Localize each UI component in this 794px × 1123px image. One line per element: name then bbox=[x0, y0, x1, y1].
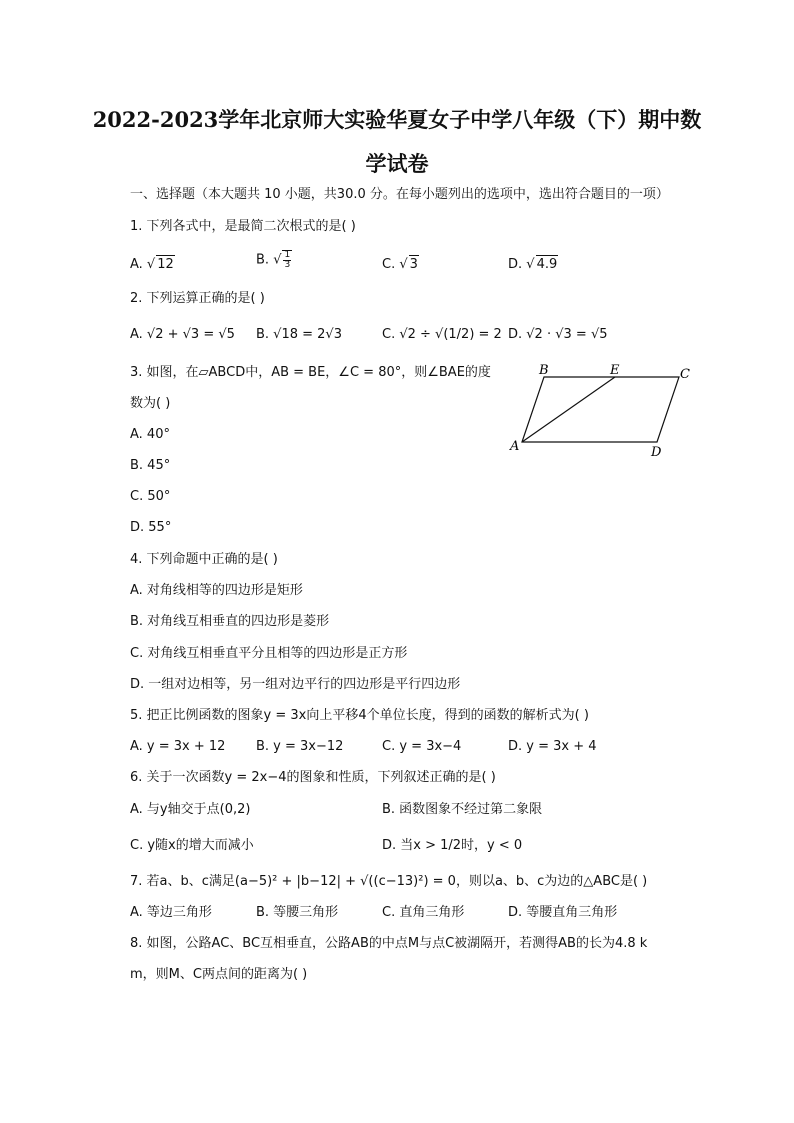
q3-option-a: A. 40° bbox=[130, 427, 170, 442]
q6-option-a: A. 与y轴交于点(0,2) bbox=[130, 802, 251, 817]
q1-option-d: D. √ 4.9 bbox=[508, 257, 558, 272]
q3-stem-line1: 3. 如图，在▱ABCD中，AB = BE，∠C = 80°，则∠BAE的度 bbox=[130, 365, 491, 380]
q1-c-label: C. bbox=[382, 257, 396, 272]
q4-stem: 4. 下列命题中正确的是( ) bbox=[130, 552, 278, 567]
q2-stem: 2. 下列运算正确的是( ) bbox=[130, 291, 265, 306]
q7-option-c: C. 直角三角形 bbox=[382, 905, 465, 920]
q2-option-b: B. √18 = 2√3 bbox=[256, 327, 342, 342]
q7-option-d: D. 等腰直角三角形 bbox=[508, 905, 618, 920]
q1-b-fraction bbox=[282, 250, 292, 270]
q6-option-b: B. 函数图象不经过第二象限 bbox=[382, 802, 543, 817]
q5-option-c: C. y = 3x−4 bbox=[382, 739, 462, 754]
q2-option-a: A. √2 + √3 = √5 bbox=[130, 327, 235, 342]
q5-option-d: D. y = 3x + 4 bbox=[508, 739, 597, 754]
q2-option-d: D. √2 · √3 = √5 bbox=[508, 327, 608, 342]
q3-option-b: B. 45° bbox=[130, 458, 171, 473]
q1-c-radicand: 3 bbox=[409, 257, 418, 272]
q1-option-b: B. √ $\frac{1}{3}$ bbox=[256, 250, 291, 270]
q1-option-a: A. √ 12 bbox=[130, 257, 174, 272]
q3-option-d: D. 55° bbox=[130, 520, 172, 535]
label-b: B bbox=[539, 363, 549, 378]
section-header: 一、选择题（本大题共 10 小题，共30.0 分。在每小题列出的选项中，选出符合题目的一项） bbox=[130, 187, 669, 202]
q6-option-c: C. y随x的增大而减小 bbox=[130, 838, 254, 853]
parallelogram-figure bbox=[505, 360, 705, 460]
q1-b-numerator: 1 bbox=[284, 250, 291, 260]
q3-option-c: C. 50° bbox=[130, 489, 171, 504]
q4-option-c: C. 对角线互相垂直平分且相等的四边形是正方形 bbox=[130, 646, 408, 661]
q1-d-radicand: 4.9 bbox=[536, 257, 558, 272]
paper-title-line1: 2022-2023学年北京师大实验华夏女子中学八年级（下）期中数 bbox=[92, 107, 702, 132]
label-c: C bbox=[680, 367, 690, 382]
q1-stem: 1. 下列各式中，是最简二次根式的是( ) bbox=[130, 219, 356, 234]
q1-a-label: A. bbox=[130, 257, 143, 272]
q2-option-c: C. √2 ÷ √(1/2) = 2 bbox=[382, 327, 502, 342]
q8-stem-line1: 8. 如图，公路AC、BC互相垂直，公路AB的中点M与点C被湖隔开，若测得AB的长为4.8 k bbox=[130, 936, 648, 951]
segment-ae bbox=[522, 377, 615, 442]
q4-option-a: A. 对角线相等的四边形是矩形 bbox=[130, 583, 303, 598]
q8-stem-line2: m，则M、C两点间的距离为( ) bbox=[130, 967, 308, 982]
q1-d-label: D. bbox=[508, 257, 523, 272]
q6-option-d: D. 当x > 1/2时，y < 0 bbox=[382, 838, 523, 853]
q7-option-a: A. 等边三角形 bbox=[130, 905, 212, 920]
label-e: E bbox=[610, 363, 620, 378]
q5-option-b: B. y = 3x−12 bbox=[256, 739, 344, 754]
q4-option-b: B. 对角线互相垂直的四边形是菱形 bbox=[130, 614, 330, 629]
q4-option-d: D. 一组对边相等，另一组对边平行的四边形是平行四边形 bbox=[130, 677, 461, 692]
q3-stem-line2: 数为( ) bbox=[130, 396, 171, 411]
q1-b-label: B. bbox=[256, 252, 270, 268]
q1-a-radicand: 12 bbox=[157, 257, 174, 272]
label-a: A bbox=[510, 439, 520, 454]
paper-title-line2: 学试卷 bbox=[365, 151, 429, 176]
q5-stem: 5. 把正比例函数的图象y = 3x向上平移4个单位长度，得到的函数的解析式为( ) bbox=[130, 708, 589, 723]
q6-stem: 6. 关于一次函数y = 2x−4的图象和性质，下列叙述正确的是( ) bbox=[130, 770, 496, 785]
q1-b-denominator: 3 bbox=[284, 260, 291, 270]
q5-option-a: A. y = 3x + 12 bbox=[130, 739, 226, 754]
label-d: D bbox=[651, 445, 662, 460]
q7-option-b: B. 等腰三角形 bbox=[256, 905, 339, 920]
q7-stem: 7. 若a、b、c满足(a−5)² + |b−12| + √((c−13)²) = 0，则以a、b、c为边的△ABC是( ) bbox=[130, 874, 648, 889]
q1-option-c: C. √ 3 bbox=[382, 257, 418, 272]
